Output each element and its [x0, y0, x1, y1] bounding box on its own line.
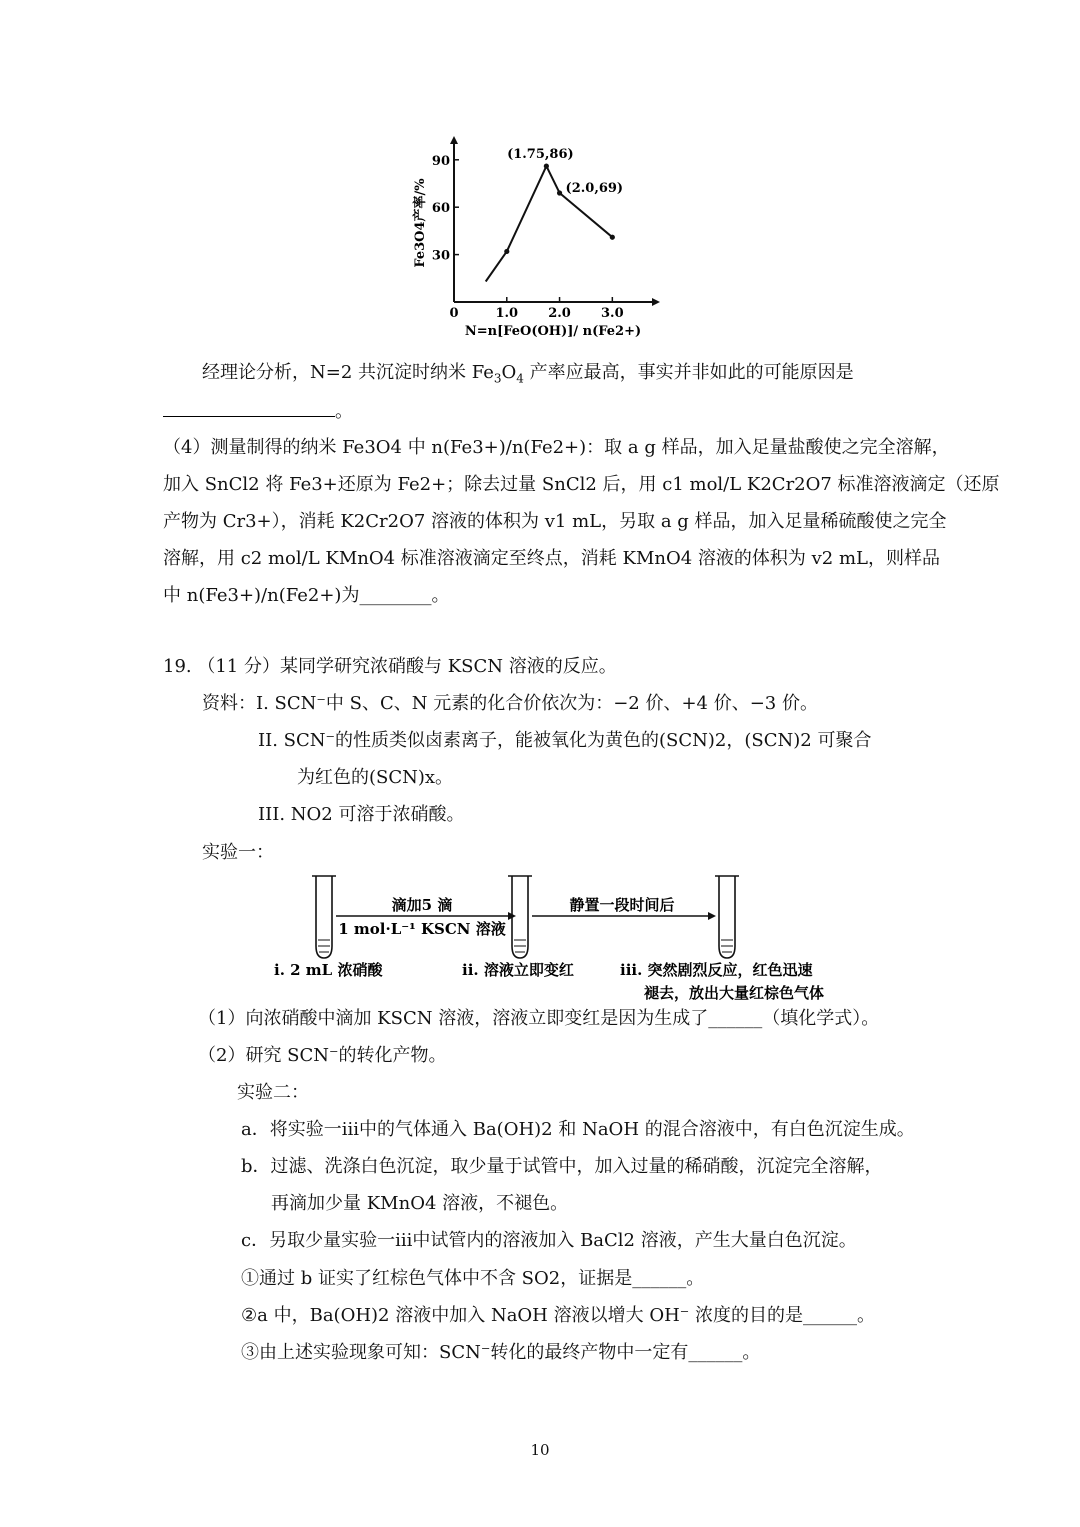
yield-chart: [400, 130, 680, 350]
y-axis-label: Fe3O4产率/%: [413, 178, 428, 268]
x-tick-label: 3.0: [601, 306, 624, 321]
x-axis-label: N=n[FeO(OH)]/ n(Fe2+): [464, 324, 642, 339]
page-number: 10: [530, 1441, 550, 1459]
q19-sub-1: （1）向浓硝酸中滴加 KSCN 溶液，溶液立即变红是因为生成了______（填化学式）。: [198, 1008, 880, 1029]
answer-blank[interactable]: [163, 400, 335, 417]
step-b-line-2: 再滴加少量 KMnO4 溶液，不褪色。: [271, 1193, 569, 1214]
y-axis-arrow: [450, 136, 458, 144]
annotation-peak: (1.75,86): [507, 147, 574, 163]
y-tick-label: 30: [431, 248, 450, 264]
test-tube-3: [715, 876, 739, 958]
q19-ref-2a: II. SCN⁻的性质类似卤素离子，能被氧化为黄色的(SCN)2，(SCN)2 可聚合: [258, 730, 872, 751]
caption-2: ii. 溶液立即变红: [462, 961, 574, 979]
q4-line-3: 产物为 Cr3+），消耗 K2Cr2O7 溶液的体积为 v1 mL，另取 a g 样品，加入足量稀硫酸使之完全: [163, 511, 947, 532]
q19-ref-2b: 为红色的(SCN)x。: [297, 767, 454, 788]
data-point: [544, 164, 549, 169]
x-tick-label: 0: [449, 306, 459, 321]
y-tick-label: 90: [431, 153, 450, 169]
q19-title: 19. （11 分）某同学研究浓硝酸与 KSCN 溶液的反应。: [163, 656, 617, 677]
q4-line-1: （4）测量制得的纳米 Fe3O4 中 n(Fe3+)/n(Fe2+)：取 a g 样品，加入足量盐酸使之完全溶解，: [163, 437, 950, 458]
test-tube-2: [508, 876, 532, 958]
y-tick-label: 60: [431, 201, 450, 217]
data-point: [557, 190, 562, 195]
q3-answer-line: 。: [163, 400, 353, 423]
step-b-line-1: b．过滤、洗涤白色沉淀，取少量于试管中，加入过量的稀硝酸，沉淀完全溶解，: [241, 1156, 883, 1177]
q19-ref-3: III. NO2 可溶于浓硝酸。: [258, 804, 465, 825]
q4-line-4: 溶解，用 c2 mol/L KMnO4 标准溶液滴定至终点，消耗 KMnO4 溶液的体积为 v2 mL，则样品: [163, 548, 940, 569]
experiment-1-label: 实验一：: [202, 842, 274, 863]
data-point: [610, 235, 615, 240]
question-3: ③由上述实验现象可知：SCN⁻转化的最终产物中一定有______。: [241, 1342, 761, 1363]
q3-analysis: 经理论分析，N=2 共沉淀时纳米 $Fe_3O_4$ 产率应最高，事实并非如此的可能原因是: [202, 362, 854, 386]
question-1: ①通过 b 证实了红棕色气体中不含 SO2，证据是______。: [241, 1268, 705, 1289]
experiment-diagram: [260, 870, 860, 1005]
test-tube-1: [312, 876, 336, 958]
annotation-point: (2.0,69): [565, 180, 624, 196]
arrow-1-top-label: 滴加5 滴: [391, 896, 453, 914]
question-2: ②a 中，Ba(OH)2 溶液中加入 NaOH 溶液以增大 OH⁻ 浓度的目的是______。: [241, 1305, 875, 1326]
experiment-2-label: 实验二：: [237, 1082, 309, 1103]
q4-line-2: 加入 SnCl2 将 Fe3+还原为 Fe2+；除去过量 SnCl2 后，用 c1 mol/L K2Cr2O7 标准溶液滴定（还原: [163, 474, 1000, 495]
step-c: c．另取少量实验一iii中试管内的溶液加入 BaCl2 溶液，产生大量白色沉淀。: [241, 1230, 857, 1251]
caption-1: i. 2 mL 浓硝酸: [274, 961, 383, 979]
arrow-2-top-label: 静置一段时间后: [569, 896, 675, 914]
data-point: [504, 249, 509, 254]
caption-3b: 褪去，放出大量红棕色气体: [644, 984, 825, 1002]
q19-sub-2: （2）研究 SCN⁻的转化产物。: [198, 1045, 447, 1066]
x-axis-arrow: [652, 298, 660, 306]
x-tick-label: 2.0: [548, 306, 571, 321]
q19-ref-1: 资料：I. SCN⁻中 S、C、N 元素的化合价依次为：−2 价、+4 价、−3 价。: [202, 693, 818, 714]
step-a: a．将实验一iii中的气体通入 Ba(OH)2 和 NaOH 的混合溶液中，有白色沉淀生成。: [241, 1119, 915, 1140]
x-tick-label: 1.0: [495, 306, 519, 321]
arrow-1-bottom-label: 1 mol·L⁻¹ KSCN 溶液: [338, 920, 506, 938]
caption-3a: iii. 突然剧烈反应，红色迅速: [620, 961, 813, 979]
q4-line-5: 中 n(Fe3+)/n(Fe2+)为________。: [163, 585, 450, 606]
